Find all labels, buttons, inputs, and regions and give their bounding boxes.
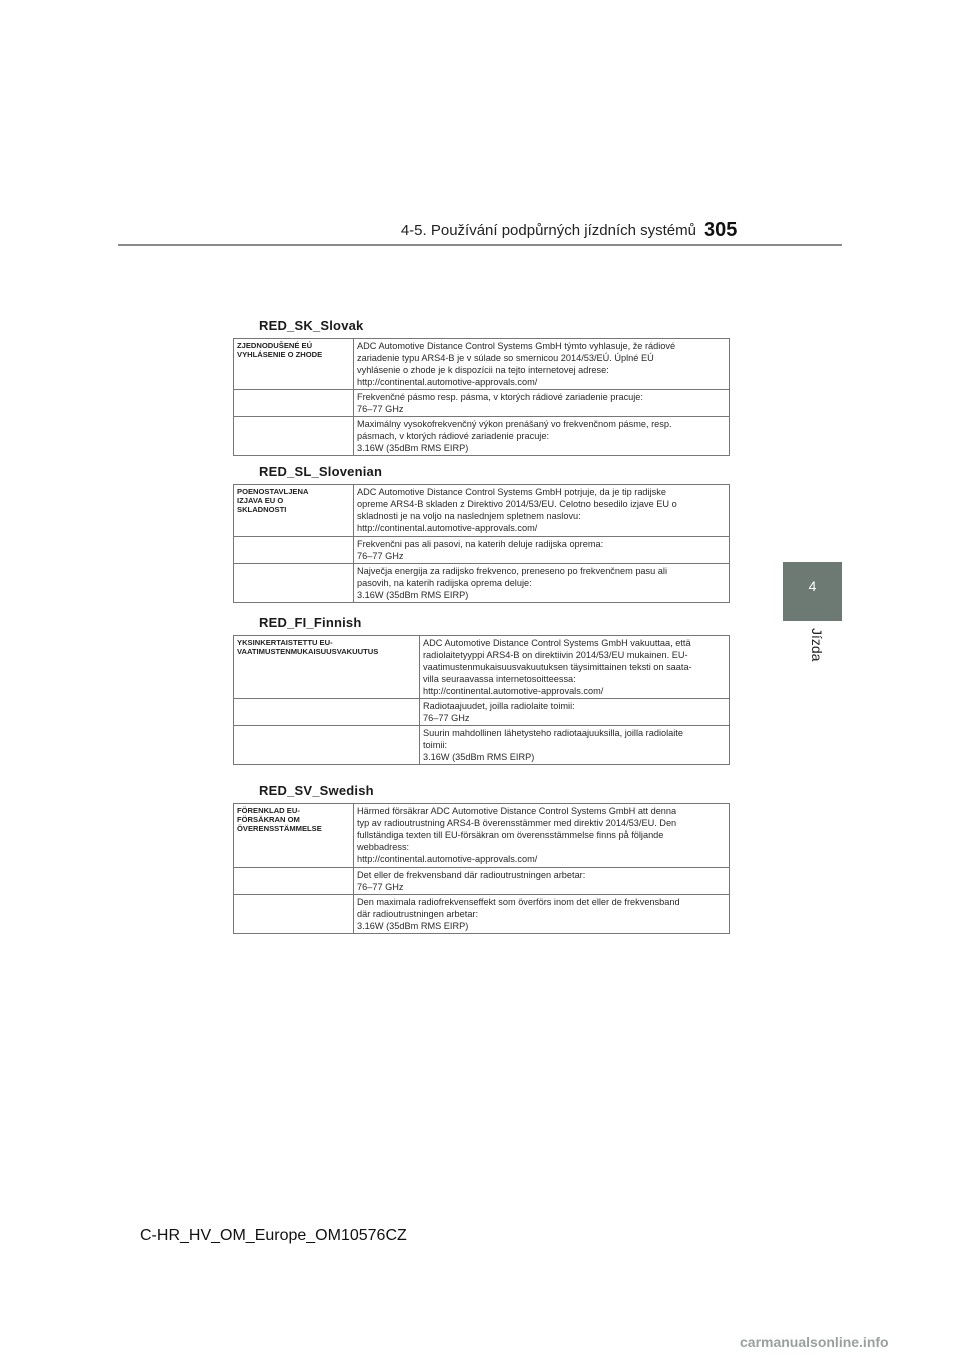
declaration-label-cell (234, 804, 354, 868)
text-line: 76–77 GHz (357, 551, 404, 561)
declaration-text-cell (354, 339, 730, 390)
text-line: Suurin mahdollinen lähetysteho radiotaajuuksilla, joilla radiolaite (423, 728, 683, 738)
text-line: villa seuraavassa internetosoitteessa: (423, 674, 576, 684)
text-line: 3.16W (35dBm RMS EIRP) (357, 921, 469, 931)
frequency-text-cell (354, 868, 730, 895)
empty-label-cell (234, 564, 354, 603)
text-line: där radioutrustningen arbetar: (357, 909, 479, 919)
text-line: skladnosti je na voljo na naslednjem spletnem naslovu: (357, 511, 581, 521)
text-line: Frekvenčni pas ali pasovi, na katerih deluje radijska oprema: (357, 539, 604, 549)
text-line: zariadenie typu ARS4-B je v súlade so smernicou 2014/53/EÚ. Úplné EÚ (357, 353, 654, 363)
label-line: VAATIMUSTENMUKAISUUSVAKUUTUS (237, 647, 379, 656)
declaration-label-cell (234, 339, 354, 390)
declaration-text-cell (354, 485, 730, 537)
text-line: Härmed försäkrar ADC Automotive Distance Control Systems GmbH att denna (357, 806, 677, 816)
empty-label-cell (234, 417, 354, 456)
text-line: http://continental.automotive-approvals.com/ (357, 854, 538, 864)
page-number: 305 (704, 219, 738, 241)
declaration-text-cell (420, 636, 730, 699)
declaration-label-cell (234, 636, 420, 699)
table-row (234, 339, 730, 390)
header-title: 4-5. Používání podpůrných jízdních systémů (400, 222, 696, 239)
chapter-tab (783, 562, 842, 621)
declaration-text-cell (354, 804, 730, 868)
text-line: Den maximala radiofrekvenseffekt som överförs inom det eller de frekvensband (357, 897, 680, 907)
text-line: 76–77 GHz (357, 404, 404, 414)
table-row (234, 564, 730, 603)
text-line: fullständiga texten till EU-försäkran om överensstämmelse finns på följande (357, 830, 664, 840)
text-line: vaatimustenmukaisuusvakuutuksen täysimittainen teksti on saata- (423, 662, 692, 672)
table-row (234, 726, 730, 765)
table-row (234, 868, 730, 895)
text-line: 3.16W (35dBm RMS EIRP) (357, 443, 469, 453)
text-line: 76–77 GHz (423, 713, 470, 723)
text-line: ADC Automotive Distance Control Systems GmbH týmto vyhlasuje, že rádiové (357, 341, 676, 351)
empty-label-cell (234, 895, 354, 934)
label-line: SKLADNOSTI (237, 505, 287, 514)
power-text-cell (354, 417, 730, 456)
table-row (234, 804, 730, 868)
chapter-number: 4 (808, 578, 817, 594)
label-line: POENOSTAVLJENA (237, 487, 309, 496)
power-text-cell (354, 895, 730, 934)
section-title: RED_SV_Swedish (259, 783, 374, 798)
text-line: Det eller de frekvensband där radioutrustningen arbetar: (357, 870, 586, 880)
empty-label-cell (234, 726, 420, 765)
text-line: webbadress: (357, 842, 410, 852)
table-row (234, 390, 730, 417)
label-line: ÖVERENSSTÄMMELSE (237, 824, 322, 833)
text-line: Frekvenčné pásmo resp. pásma, v ktorých rádiové zariadenie pracuje: (357, 392, 643, 402)
power-text-cell (420, 726, 730, 765)
empty-label-cell (234, 699, 420, 726)
declaration-table (233, 484, 730, 603)
header-divider (118, 244, 842, 246)
text-line: ADC Automotive Distance Control Systems GmbH potrjuje, da je tip radijske (357, 487, 666, 497)
section-title: RED_FI_Finnish (259, 615, 362, 630)
table-row (234, 895, 730, 934)
section-title: RED_SL_Slovenian (259, 464, 383, 479)
declaration-table (233, 803, 730, 934)
text-line: pasovih, na katerih radijska oprema deluje: (357, 578, 532, 588)
label-line: VYHLÁSENIE O ZHODE (237, 350, 323, 359)
label-line: IZJAVA EU O (237, 496, 284, 505)
table-row (234, 485, 730, 537)
document-code: C-HR_HV_OM_Europe_OM10576CZ (140, 1227, 407, 1244)
text-line: ADC Automotive Distance Control Systems GmbH vakuuttaa, että (423, 638, 691, 648)
label-line: FÖRSÄKRAN OM (237, 815, 300, 824)
power-text-cell (354, 564, 730, 603)
text-line: toimii: (423, 740, 447, 750)
watermark: carmanualsonline.info (740, 1334, 889, 1350)
text-line: 3.16W (35dBm RMS EIRP) (357, 590, 469, 600)
chapter-name: Jízda (809, 628, 825, 662)
frequency-text-cell (420, 699, 730, 726)
text-line: radiolaitetyyppi ARS4-B on direktiivin 2014/53/EU mukainen. EU- (423, 650, 688, 660)
text-line: typ av radioutrustning ARS4-B överensstämmer med direktiv 2014/53/EU. Den (357, 818, 677, 828)
text-line: http://continental.automotive-approvals.com/ (357, 377, 538, 387)
text-line: 76–77 GHz (357, 882, 404, 892)
text-line: Maximálny vysokofrekvenčný výkon prenášaný vo frekvenčnom pásme, resp. (357, 419, 672, 429)
table-row (234, 699, 730, 726)
text-line: opreme ARS4-B skladen z Direktivo 2014/53/EU. Celotno besedilo izjave EU o (357, 499, 677, 509)
table-row (234, 636, 730, 699)
text-line: vyhlásenie o zhode je k dispozícii na tejto internetovej adrese: (357, 365, 609, 375)
text-line: Radiotaajuudet, joilla radiolaite toimii: (423, 701, 575, 711)
empty-label-cell (234, 537, 354, 564)
section-title: RED_SK_Slovak (259, 318, 364, 333)
table-row (234, 537, 730, 564)
declaration-table (233, 635, 730, 765)
frequency-text-cell (354, 390, 730, 417)
empty-label-cell (234, 390, 354, 417)
label-line: YKSINKERTAISTETTU EU- (237, 638, 333, 647)
label-line: FÖRENKLAD EU- (237, 806, 300, 815)
empty-label-cell (234, 868, 354, 895)
frequency-text-cell (354, 537, 730, 564)
declaration-label-cell (234, 485, 354, 537)
text-line: pásmach, v ktorých rádiové zariadenie pracuje: (357, 431, 550, 441)
text-line: 3.16W (35dBm RMS EIRP) (423, 752, 535, 762)
table-row (234, 417, 730, 456)
text-line: http://continental.automotive-approvals.com/ (357, 523, 538, 533)
text-line: Največja energija za radijsko frekvenco, preneseno po frekvenčnem pasu ali (357, 566, 667, 576)
label-line: ZJEDNODUŠENÉ EÚ (237, 341, 313, 350)
text-line: http://continental.automotive-approvals.com/ (423, 686, 604, 696)
declaration-table (233, 338, 730, 456)
